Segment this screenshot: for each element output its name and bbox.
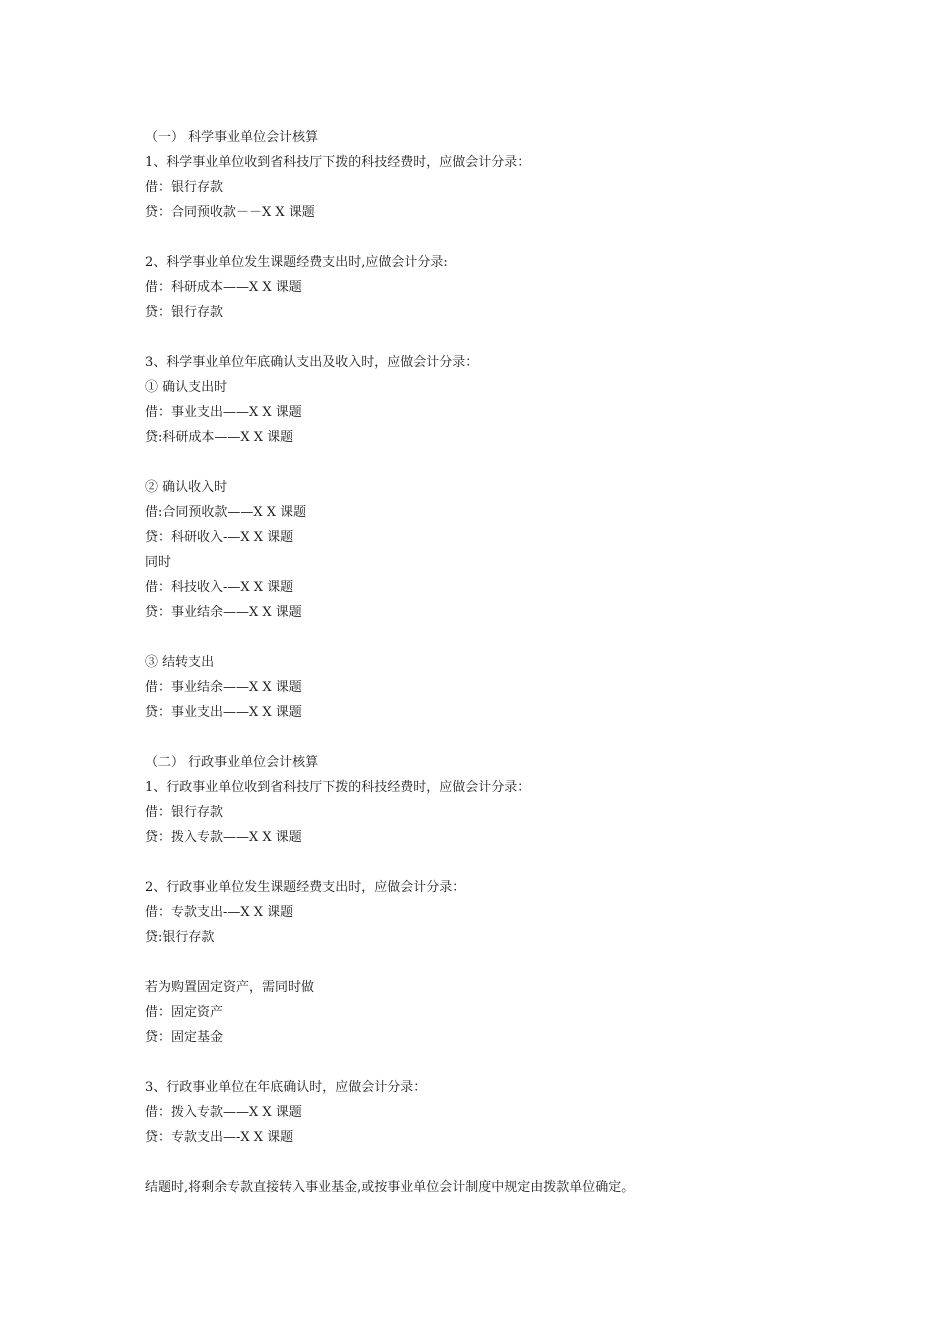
item-title: 1、科学事业单位收到省科技厅下拨的科技经费时，应做会计分录： <box>145 155 531 170</box>
credit-entry: 贷:银行存款 <box>145 930 215 945</box>
credit-entry: 贷:科研成本——X X 课题 <box>145 430 294 445</box>
item-title: 1、行政事业单位收到省科技厅下拨的科技经费时，应做会计分录： <box>145 780 531 795</box>
credit-entry: 贷：合同预收款－－X X 课题 <box>145 205 315 220</box>
debit-entry: 借：科研成本——X X 课题 <box>145 280 302 295</box>
debit-entry: 借:合同预收款——X X 课题 <box>145 505 307 520</box>
spacer <box>145 225 865 250</box>
credit-entry: 贷：事业支出——X X 课题 <box>145 705 302 720</box>
credit-entry: 贷：银行存款 <box>145 305 224 320</box>
document-body <box>145 125 865 1200</box>
item-title: 2、行政事业单位发生课题经费支出时，应做会计分录： <box>145 880 466 895</box>
sub-label: ② 确认收入时 <box>145 480 228 495</box>
sub-label: ① 确认支出时 <box>145 380 228 395</box>
spacer <box>145 850 865 875</box>
section-heading: （二） 行政事业单位会计核算 <box>145 755 319 770</box>
credit-entry: 贷：拨入专款——X X 课题 <box>145 830 302 845</box>
spacer <box>145 450 865 475</box>
debit-entry: 借：固定资产 <box>145 1005 224 1020</box>
conclusion-text: 结题时,将剩余专款直接转入事业基金,或按事业单位会计制度中规定由拨款单位确定。 <box>145 1180 635 1195</box>
note-text: 若为购置固定资产，需同时做 <box>145 980 315 995</box>
spacer <box>145 1050 865 1075</box>
debit-entry: 借：银行存款 <box>145 805 224 820</box>
item-title: 3、科学事业单位年底确认支出及收入时，应做会计分录： <box>145 355 479 370</box>
spacer <box>145 1150 865 1175</box>
credit-entry: 贷：固定基金 <box>145 1030 224 1045</box>
meanwhile-label: 同时 <box>145 555 172 570</box>
spacer <box>145 725 865 750</box>
item-title: 3、行政事业单位在年底确认时，应做会计分录： <box>145 1080 427 1095</box>
debit-entry: 借：银行存款 <box>145 180 224 195</box>
item-title: 2、科学事业单位发生课题经费支出时,应做会计分录: <box>145 255 448 270</box>
spacer <box>145 325 865 350</box>
debit-entry: 借：专款支出-—X X 课题 <box>145 905 294 920</box>
spacer <box>145 625 865 650</box>
sub-label: ③ 结转支出 <box>145 655 215 670</box>
credit-entry: 贷：专款支出—-X X 课题 <box>145 1130 294 1145</box>
debit-entry: 借：拨入专款——X X 课题 <box>145 1105 302 1120</box>
credit-entry: 贷：事业结余——X X 课题 <box>145 605 302 620</box>
spacer <box>145 950 865 975</box>
section-heading: （一） 科学事业单位会计核算 <box>145 130 319 145</box>
credit-entry: 贷：科研收入-—X X 课题 <box>145 530 294 545</box>
debit-entry: 借：事业支出——X X 课题 <box>145 405 302 420</box>
debit-entry: 借：科技收入-—X X 课题 <box>145 580 294 595</box>
debit-entry: 借：事业结余——X X 课题 <box>145 680 302 695</box>
